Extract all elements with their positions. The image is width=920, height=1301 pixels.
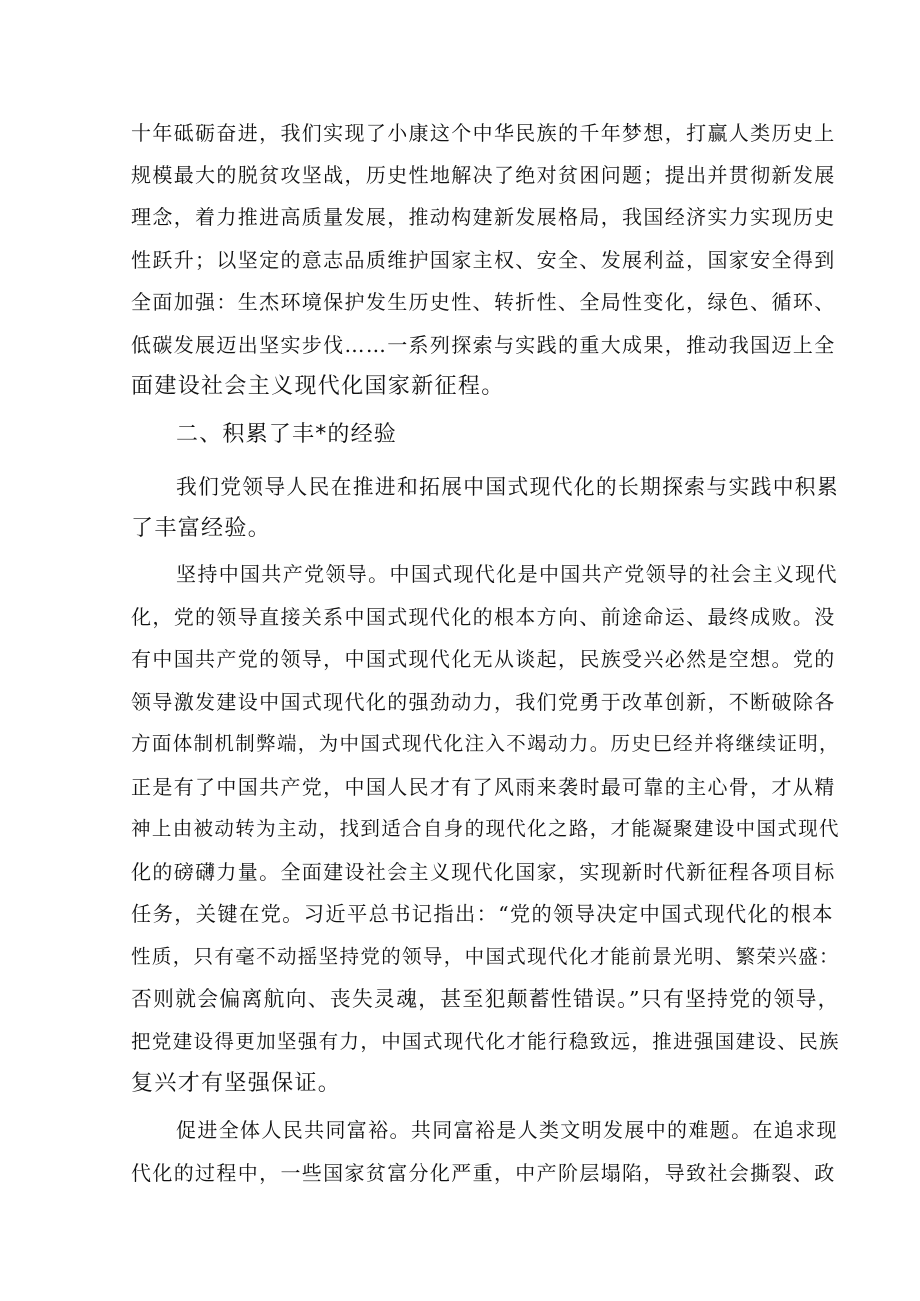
body-line: 把党建设得更加坚强有力，中国式现代化才能行稳致远，推进强国建设、民族	[131, 1030, 840, 1053]
body-line: 理念，着力推进高质量发展，推动构建新发展格局，我国经济实力实现历史	[131, 205, 836, 229]
body-line: 坚持中国共产党领导。中国式现代化是中国共产党领导的社会主义现代	[176, 562, 838, 586]
body-line: 方面体制机制弊端，为中国式现代化注入不竭动力。历史巳经并将继续证明，	[131, 732, 840, 755]
body-line: 促进全体人民共同富裕。共同富裕是人类文明发展中的难题。在追求现	[176, 1118, 838, 1142]
body-line: 否则就会偏离航向、丧失灵魂，甚至犯颠蓄性错误。”只有坚持党的领导，	[131, 987, 840, 1011]
body-line: 化的磅礴力量。全面建设社会主义现代化国家，实现新时代新征程各项目标	[131, 860, 836, 884]
body-line: 低碳发展迈出坚实步伐……一系列探索与实践的重大成果，推动我国迈上全	[131, 333, 836, 357]
section-heading: 二、积累了丰*的经验	[176, 422, 398, 447]
body-line: 我们党领导人民在推进和拓展中国式现代化的长期探索与实践中积累	[176, 475, 840, 499]
body-line: 规模最大的脱贫攻坚战，历史性地解决了绝对贫困问题；提出并贯彻新发展	[131, 163, 836, 187]
body-line: 性跃升；以坚定的意志品质维护国家主权、安全、发展利益，国家安全得到	[131, 248, 836, 272]
body-line: 了丰富经验。	[131, 516, 272, 541]
body-line: 正是有了中国共产党，中国人民才有了风雨来袭时最可靠的主心骨，才从精	[131, 775, 836, 799]
body-line: 化，党的领导直接关系中国式现代化的根本方向、前途命运、最终成败。没	[131, 605, 836, 629]
body-line: 神上由被动转为主动，找到适合自身的现代化之路，才能凝聚建设中国式现代	[131, 817, 840, 840]
body-line: 十年砥砺奋进，我们实现了小康这个中华民族的千年梦想，打赢人类历史上	[131, 121, 836, 145]
body-line: 领导激发建设中国式现代化的强劲动力，我们党勇于改革创新，不断破除各	[131, 690, 836, 714]
body-line: 任务，关键在党。习近平总书记指出：“党的领导决定中国式现代化的根本	[131, 902, 834, 926]
body-line: 复兴才有坚强保证。	[131, 1071, 342, 1096]
body-line: 有中国共产党的领导，中国式现代化无从谈起，民族受兴必然是空想。党的	[131, 647, 836, 671]
body-line: 全面加强：生杰环境保护发生历史性、转折性、全局性变化，绿色、循环、	[131, 290, 836, 314]
body-line: 代化的过程中，一些国家贫富分化严重，中产阶层塌陷，导致社会撕裂、政	[131, 1161, 836, 1185]
body-line: 面建设社会主义现代化国家新征程。	[131, 374, 505, 399]
body-line: 性质，只有毫不动摇坚持党的领导，中国式现代化才能前景光明、繁荣兴盛：	[131, 945, 840, 968]
